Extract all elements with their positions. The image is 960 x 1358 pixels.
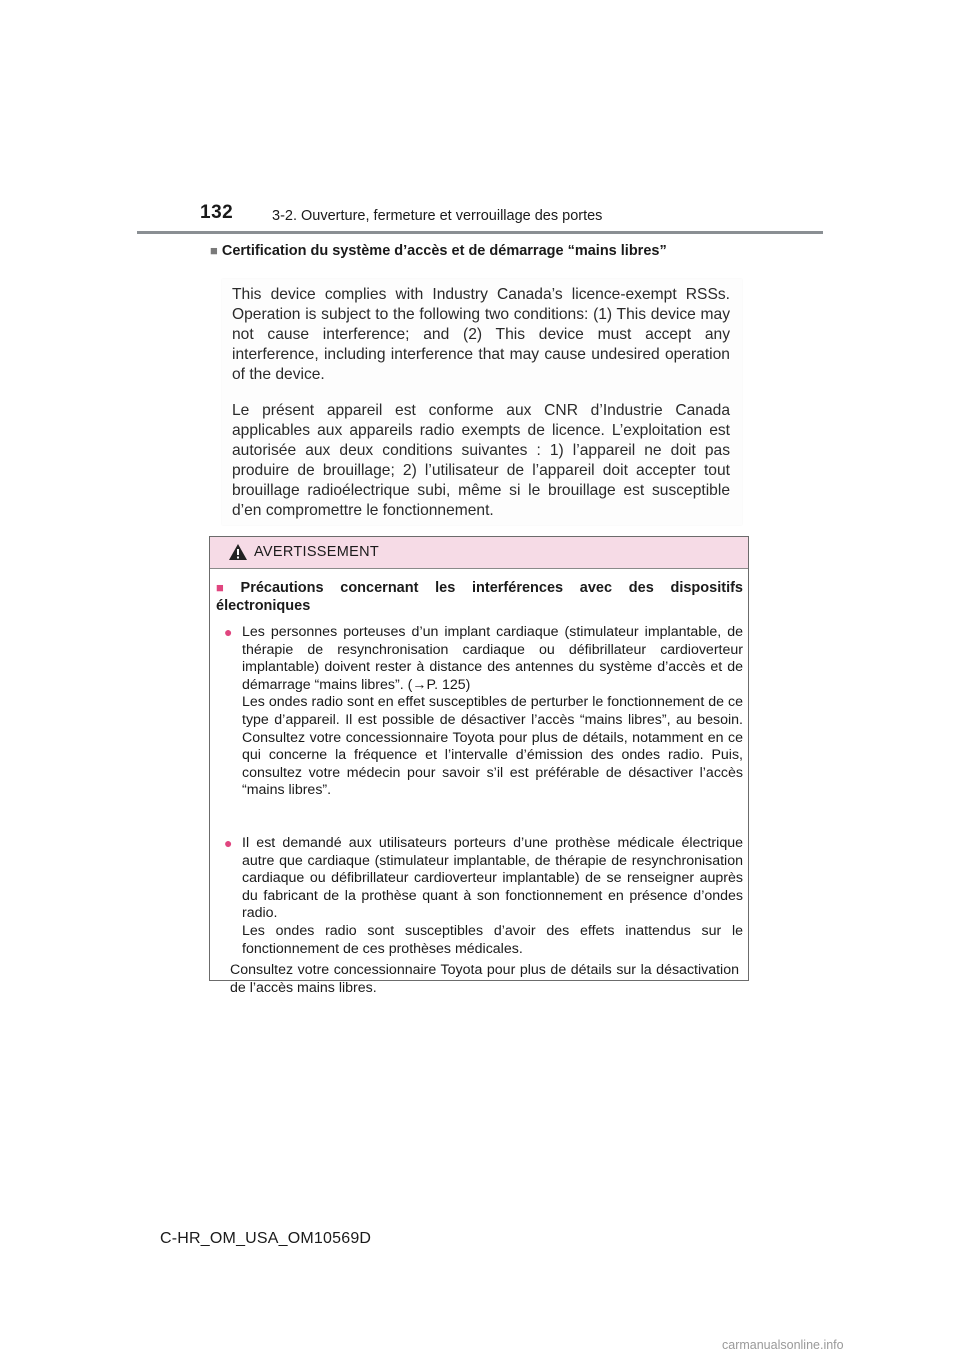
header-rule bbox=[137, 231, 823, 234]
square-bullet-icon: ■ bbox=[216, 580, 237, 595]
notice-english-text: This device complies with Industry Canada’s licence-exempt RSSs. Operation is subject to the following two conditions: (1) This device may not cause interference; and (2) This device must accept any interference, including interference that may cause undesired operation of the device. bbox=[232, 286, 730, 383]
manual-code: C-HR_OM_USA_OM10569D bbox=[160, 1230, 372, 1247]
warning-item bbox=[224, 624, 743, 800]
certification-notice-image bbox=[222, 279, 742, 525]
bullet-dot-icon: ● bbox=[224, 835, 233, 851]
watermark: carmanualsonline.info bbox=[722, 1338, 844, 1352]
warning-item-paragraph: Les ondes radio sont en effet susceptibles de perturber le fonctionnement de ce type d’appareil. Il est possible de désactiver l’accès “mains libres”, au besoin. Consultez votre concessionnaire Toyota pour plus de détails, notamment en ce qui concerne la fréquence et l’intervalle d’émission des ondes radio. Puis, consultez votre médecin pour savoir s’il est préférable de désactiver l’accès “mains libres”. bbox=[242, 694, 743, 799]
warning-item bbox=[224, 835, 743, 958]
warning-triangle-icon bbox=[228, 543, 248, 561]
warning-title: AVERTISSEMENT bbox=[254, 544, 380, 560]
square-bullet-icon: ■ bbox=[210, 243, 218, 258]
warning-header bbox=[210, 537, 748, 569]
notice-french-text: Le présent appareil est conforme aux CNR d’Industrie Canada applicables aux appareils radio exempts de licence. L’exploitation est autorisée aux deux conditions suivantes : 1) l’appareil ne doit pas produire de brouillage; 2) l’utilisateur de l’appareil doit accepter tout brouillage radioélectrique subi, même si le brouillage est susceptible d’en compromettre le fonctionnement. bbox=[232, 402, 730, 519]
bullet-dot-icon: ● bbox=[224, 624, 233, 640]
warning-closing-text: Consultez votre concessionnaire Toyota pour plus de détails sur la désactivation de l’accès mains libres. bbox=[230, 962, 739, 996]
section-title: 3-2. Ouverture, fermeture et verrouillage des portes bbox=[272, 208, 603, 224]
warning-item-paragraph: Les ondes radio sont susceptibles d’avoir des effets inattendus sur le fonctionnement de ces prothèses médicales. bbox=[242, 922, 743, 957]
warning-heading bbox=[216, 579, 743, 615]
warning-item-paragraph: Il est demandé aux utilisateurs porteurs d’une prothèse médicale électrique autre que cardiaque (stimulateur implantable, de thérapie de resynchronisation cardiaque ou défibrillateur cardioverteur implantable) de se renseigner auprès du fabricant de la prothèse quant à son fonctionnement en présence d’ondes radio. bbox=[242, 835, 743, 922]
sub-heading-text: Certification du système d’accès et de démarrage “mains libres” bbox=[221, 243, 667, 259]
warning-item-paragraph: Les personnes porteuses d’un implant cardiaque (stimulateur implantable, de thérapie de resynchronisation cardiaque ou défibrillateur cardioverteur implantable) doivent rester à distance des antennes du système d’accès et de démarrage “mains libres”. (→P. 125) bbox=[242, 624, 743, 693]
page-number: 132 bbox=[200, 202, 234, 223]
warning-box bbox=[209, 536, 749, 996]
warning-heading-text: Précautions concernant les interférences avec des dispositifs électroniques bbox=[216, 580, 743, 614]
sub-heading bbox=[210, 243, 667, 259]
